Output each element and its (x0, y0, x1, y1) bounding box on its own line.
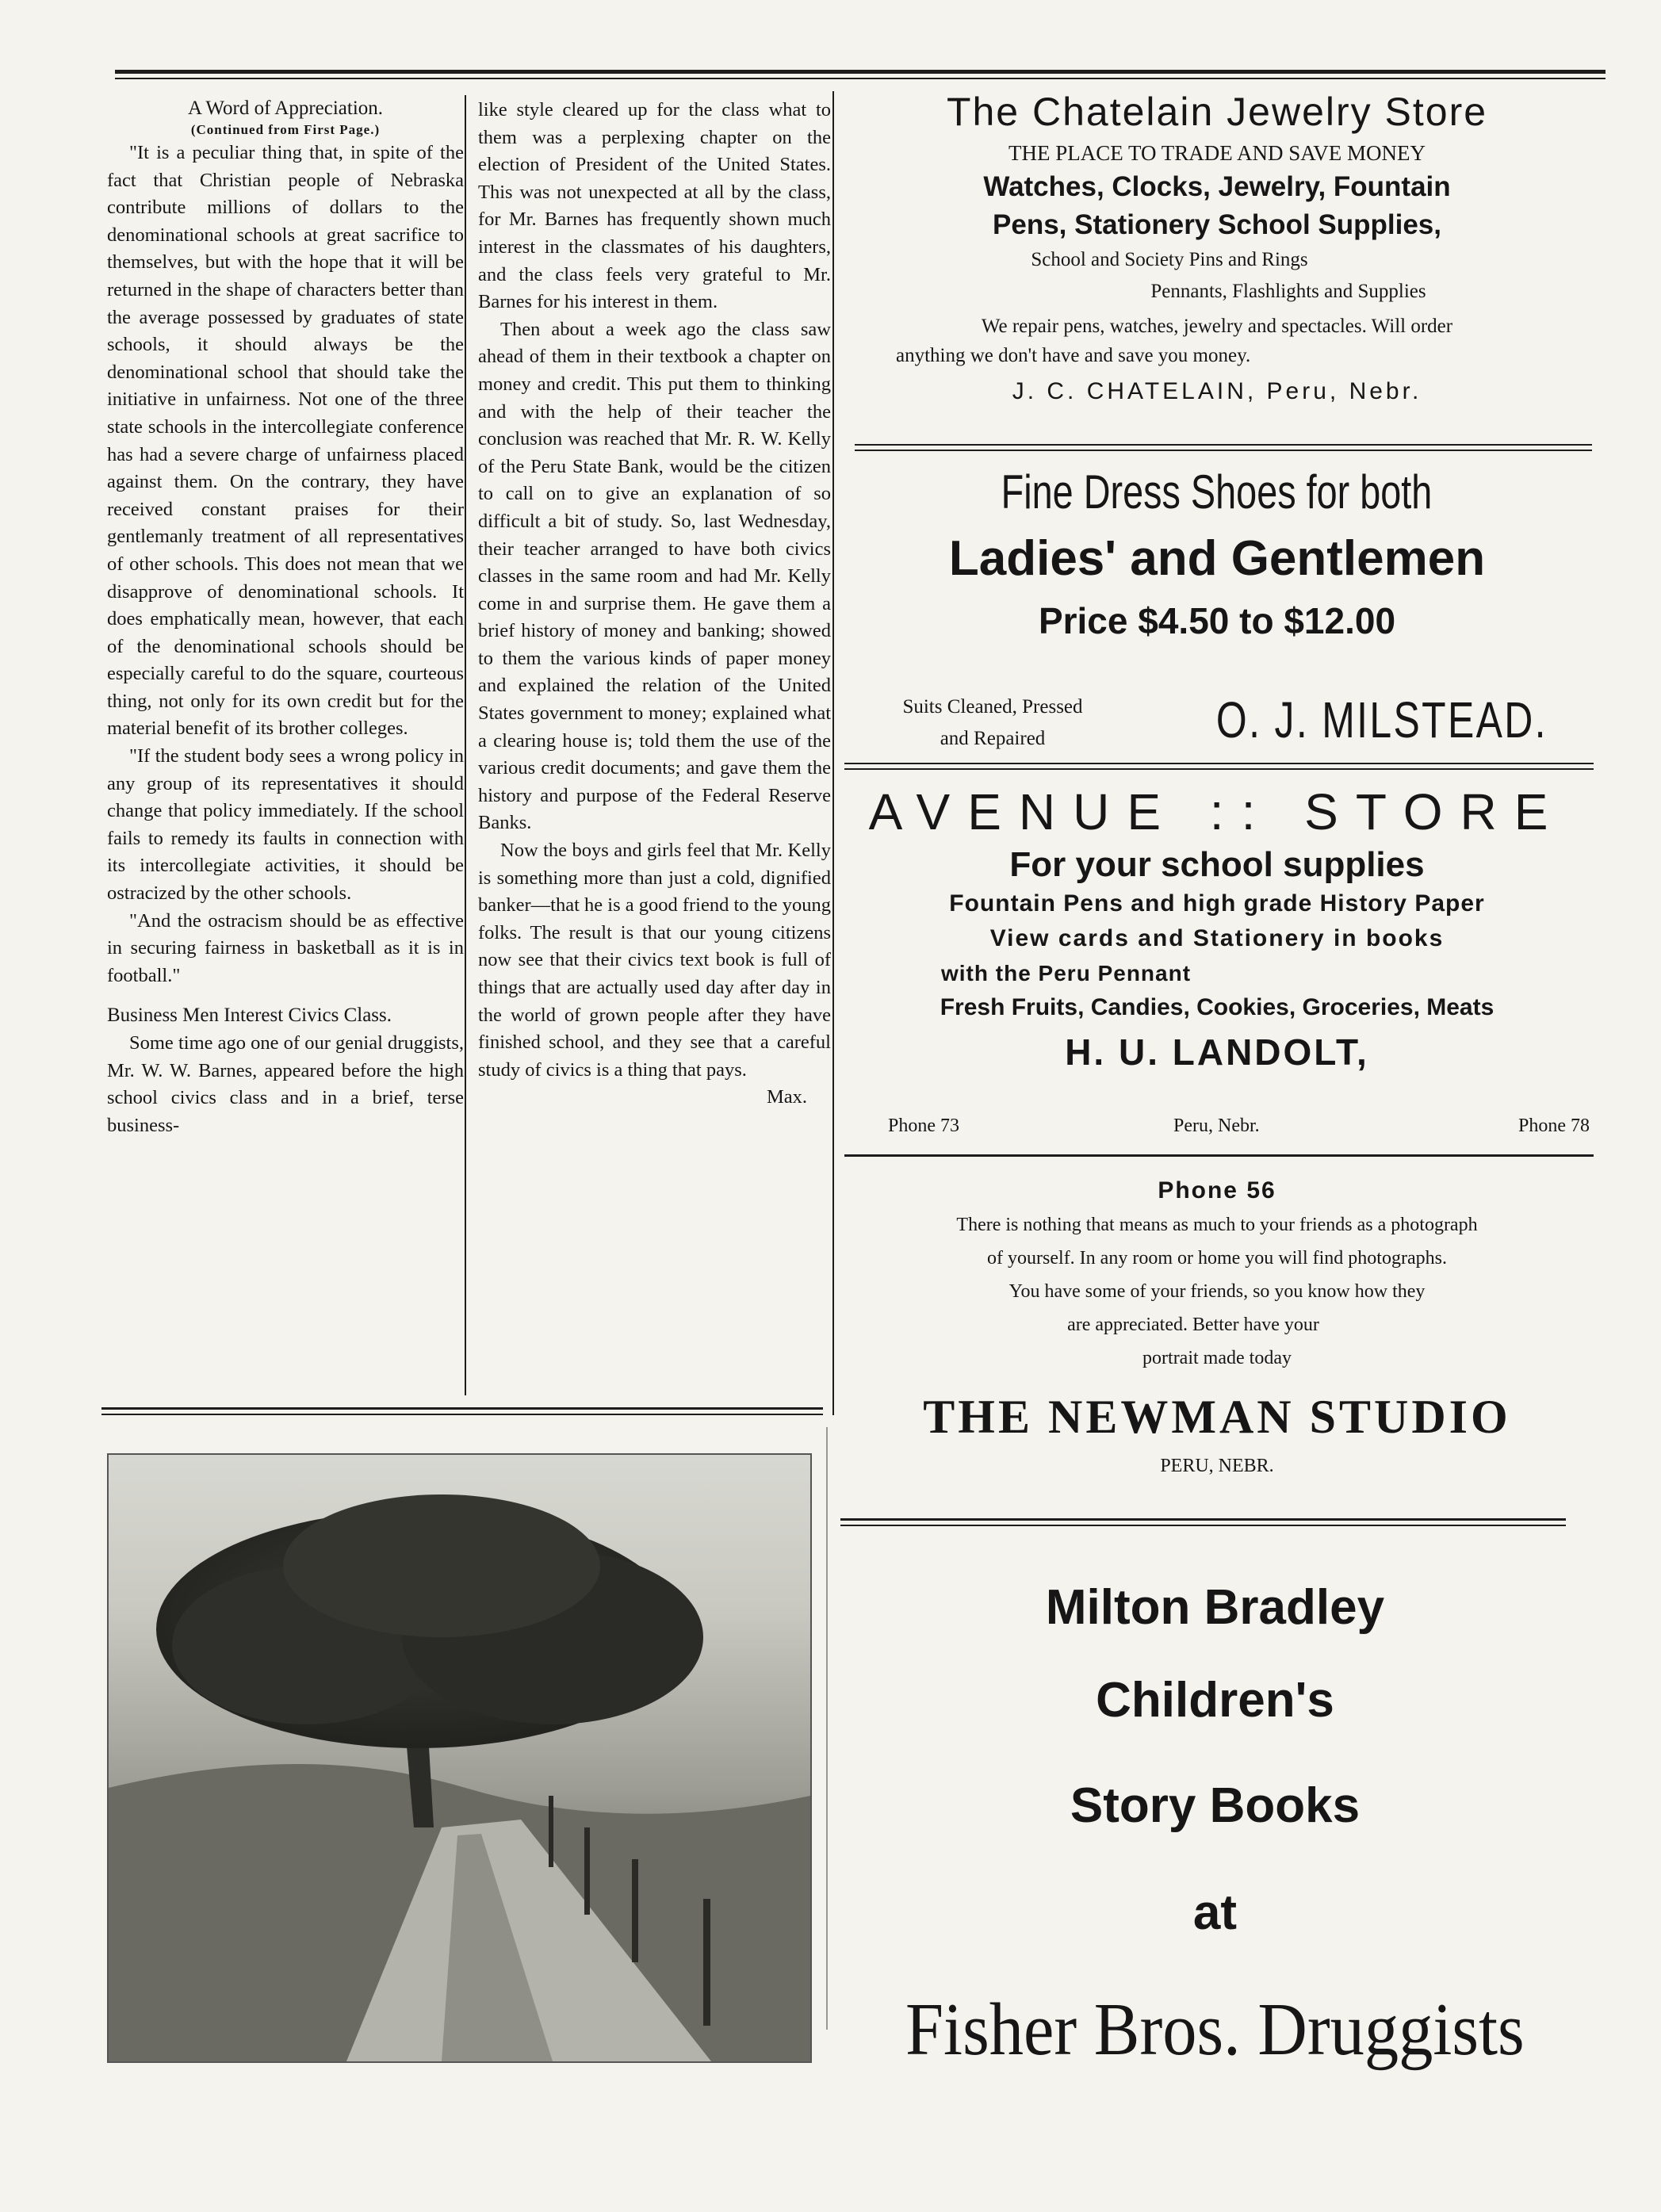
article-paragraph: "If the student body sees a wrong policy in any group of its representatives it should change that policy immediately. If the school fails to remedy its faults in connection with its intercollegiate activities, it should be ostracized by the other schools. (107, 745, 464, 905)
ad-line: Fountain Pens and high grade History Paper (949, 890, 1485, 917)
ad-heading: at (1192, 1885, 1238, 1940)
phone-left: Phone 73 (888, 1116, 959, 1136)
ad-price: Price $4.50 to $12.00 (1038, 600, 1396, 641)
article-paragraph: Then about a week ago the class saw ahead of them in their textbook a chapter on money and credit. This put them to thinking and with the help of their teacher the conclusion was reached that Mr. R. W. Kelly of the Peru State Bank, would be the citizen to call on to give an explanation of so difficult a bit of study. So, last Wednesday, their teacher arranged to have both civics classes in the same room and had Mr. Kelly come in and surprise them. He gave them a brief history of money and banking; showed to them the various kinds of paper money and explained the relation of the United States government to money; explained what a clearing house is; told them the use of the various credit documents; and gave them the history and purpose of the Federal Reserve Banks. (478, 318, 831, 834)
ad-line: portrait made today (1142, 1348, 1292, 1368)
article-bottom-rule (101, 1407, 823, 1415)
ad-owner-text: O. J. MILSTEAD. (1215, 691, 1548, 748)
article-signature: Max. (766, 1086, 807, 1108)
article-paragraph: Some time ago one of our genial druggists, Mr. W. W. Barnes, appeared before the high school civics class and in a brief, terse business- (107, 1032, 464, 1136)
phone-right: Phone 78 (1518, 1116, 1590, 1136)
ad-heading (836, 460, 1598, 525)
ad-divider-3 (844, 1154, 1594, 1157)
town: Peru, Nebr. (1173, 1116, 1260, 1136)
ad-line: There is nothing that means as much to your friends as a photograph (956, 1215, 1478, 1235)
ad-line: Suits Cleaned, Pressed (902, 696, 1083, 718)
ad-line: are appreciated. Better have your (1067, 1315, 1319, 1335)
ad-fisher-bros (829, 1570, 1602, 2089)
ad-heading-text: Fisher Bros. Druggists (905, 1988, 1525, 2071)
ad-line: You have some of your friends, so you know how they (1008, 1281, 1426, 1302)
ad-line: Fresh Fruits, Candies, Cookies, Groceries, Meats (940, 994, 1495, 1020)
ad-line: Watches, Clocks, Jewelry, Fountain (983, 171, 1451, 202)
ad-divider-1 (855, 444, 1592, 451)
ad-divider-2 (844, 763, 1594, 770)
article-headline: Business Men Interest Civics Class. (107, 1005, 392, 1027)
ad-owner: H. U. LANDOLT, (1065, 1031, 1369, 1073)
ad-line: Pens, Stationery School Supplies, (993, 209, 1441, 240)
article-paragraph: "It is a peculiar thing that, in spite of the fact that Christian people of Nebraska contribute millions of dollars to the denominational schools at great sacrifice to themselves, but with the hope that it will be returned in the shape of characters better than the average possessed by graduates of state schools, it should always be the denominational school that should take the initiative in unfairness. Not one of the three state schools in the intercollegiate conference has had a severe charge of unfairness placed against them. On the contrary, they have received constant praises for their gentlemanly treatment of all representatives of other schools. This does not mean that we disapprove of denominational schools. It does emphatically mean, however, that each of the denominational schools should be especially careful to do the square, courteous thing, not only for its own credit but for the material benefit of its brother colleges. (107, 142, 464, 740)
ad-heading: Children's (1096, 1673, 1334, 1728)
ad-tagline: THE PLACE TO TRADE AND SAVE MONEY (1008, 141, 1426, 165)
ad-heading: The Chatelain Jewelry Store (946, 90, 1488, 134)
column-divider-1 (465, 95, 466, 1395)
ad-line: with the Peru Pennant (941, 961, 1192, 985)
article-paragraph: "And the ostracism should be as effective in securing fairness in basketball as it is in football." (107, 909, 464, 986)
ad-side-text (866, 691, 1119, 755)
ad-line: We repair pens, watches, jewelry and spectacles. Will order (981, 316, 1453, 337)
ad-owner (1169, 688, 1594, 752)
ad-heading: THE NEWMAN STUDIO (923, 1391, 1511, 1443)
ad-town: PERU, NEBR. (1160, 1456, 1274, 1476)
ad-heading: AVENUE :: STORE (868, 783, 1566, 840)
ad-signature: J. C. CHATELAIN, Peru, Nebr. (1012, 378, 1422, 404)
ad-line: and Repaired (940, 728, 1046, 749)
column-divider-2 (832, 91, 834, 1415)
ad-milstead-shoes (836, 460, 1598, 649)
ad-line: of yourself. In any room or home you will find photographs. (987, 1248, 1447, 1269)
ad-heading: Ladies' and Gentlemen (948, 531, 1486, 586)
ad-heading (829, 1970, 1602, 2089)
article-paragraph: Now the boys and girls feel that Mr. Kelly is something more than just a cold, dignified banker—that he is a good friend to the young folks. The result is that our young citizens now see that their civics text book is full of things that are actually used day after day in the world of grown people after they have finished school, and they see that a careful study of civics is a thing that pays. (478, 840, 831, 1081)
ad-heading: Milton Bradley (1045, 1580, 1385, 1635)
ad-heading: Story Books (1070, 1778, 1361, 1833)
ad-avenue-store (836, 781, 1598, 1079)
ad-line: For your school supplies (1009, 845, 1425, 884)
tree-road-photo (109, 1455, 810, 2061)
column-divider-3 (826, 1427, 828, 2030)
ad-phone: Phone 56 (1158, 1177, 1276, 1204)
article-subtitle: (Continued from First Page.) (190, 122, 381, 137)
article-column-1 (107, 97, 464, 1139)
ad-line: Pennants, Flashlights and Supplies (1150, 281, 1426, 302)
article-title: A Word of Appreciation. (187, 98, 384, 119)
ad-chatelain-jewelry (836, 86, 1598, 414)
ad-heading-text: Fine Dress Shoes for both (1001, 465, 1433, 519)
ad-line: View cards and Stationery in books (989, 925, 1445, 951)
landscape-photo (107, 1453, 812, 2063)
ad-line: anything we don't have and save you money. (896, 345, 1251, 366)
article-column-2 (478, 97, 831, 1112)
ad-newman-studio (836, 1173, 1598, 1479)
top-rule (115, 70, 1606, 79)
article-paragraph: like style cleared up for the class what to them was a perplexing chapter on the election of President of the United States. This was not unexpected at all by the class, for Mr. Barnes has frequently shown much interest in the classmates of his daughters, and the class feels very grateful to Mr. Barnes for his interest in them. (478, 99, 831, 313)
ad-line: School and Society Pins and Rings (1031, 249, 1308, 270)
ad-divider-4 (840, 1518, 1566, 1526)
